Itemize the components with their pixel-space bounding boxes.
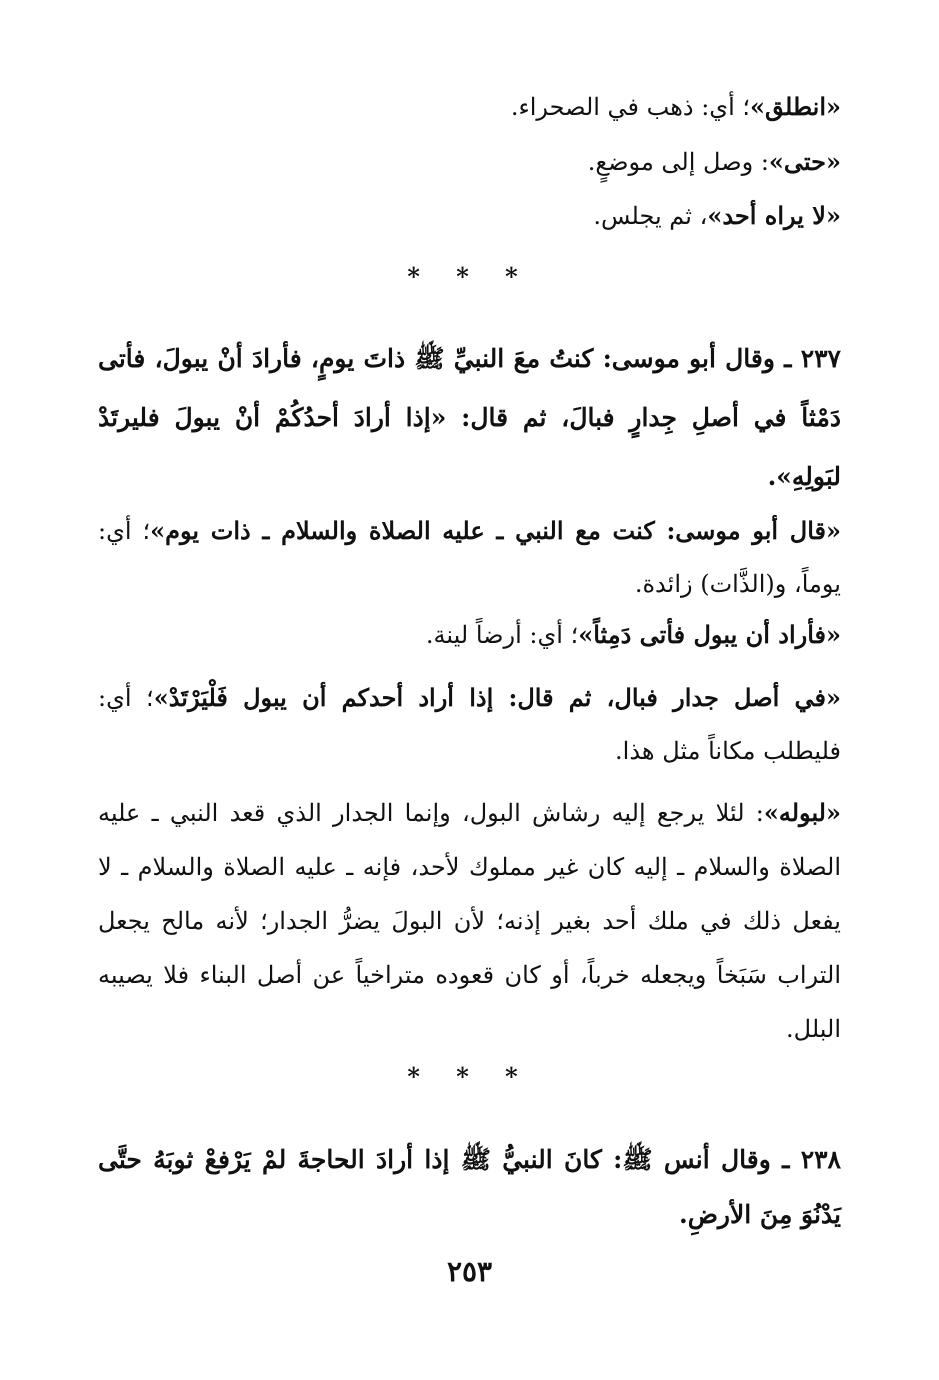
explanation-text: ؛ أي: يوماً، و(الذَّات) زائدة. [98,517,841,598]
quote-text: «انطلق» [750,92,841,121]
explanation-text: ؛ أي: أرضاً لينة. [425,621,579,649]
quote-text: «فأراد أن يبول فأتى دَمِثاً» [578,620,841,649]
hadith-237: ٢٣٧ ـ وقال أبو موسى: كنتُ معَ النبيِّ ﷺ ذاتَ يومٍ، فأرادَ أنْ يبولَ، فأتى دَمْثاً في أصلِ جِدارٍ فبالَ، ثم قال: «إذا أرادَ أحدُكُمْ أنْ يبولَ فليرتَدْ لبَولِهِ». [98,344,841,491]
section-separator: * * * [407,262,532,291]
explanation-text: ، ثم يجلس. [593,202,708,230]
explanation-paragraph-3 [98,672,841,778]
quote-text: «حتى» [768,147,841,176]
quote-text: «قال أبو موسى: كنت مع النبي ـ عليه الصلاة والسلام ـ ذات يوم» [150,516,841,545]
quote-text: «في أصل جدار فبال، ثم قال: إذا أراد أحدكم أن يبول فَلْيَرْتَدْ» [153,683,841,712]
explanation-paragraph-4 [98,786,841,1056]
line-la-yarahu [98,193,841,240]
page-number: ٢٥٣ [446,1255,493,1288]
line-hatta [98,139,841,186]
quote-text: «لا يراه أحد» [707,201,841,230]
explanation-text: : وصل إلى موضعٍ. [587,148,769,176]
quote-text: «لبوله» [763,798,841,827]
explanation-paragraph-1 [98,505,841,611]
explanation-text: ؛ أي: فليطلب مكاناً مثل هذا. [98,684,841,765]
hadith-238: ٢٣٨ ـ وقال أنس ﷺ: كانَ النبيُّ ﷺ إذا أرادَ الحاجةَ لمْ يَرْفعْ ثوبَهُ حتَّى يَدْنُوَ مِنَ الأرضِ. [98,1145,841,1229]
section-separator: * * * [407,1062,532,1091]
explanation-text: : لئلا يرجع إليه رشاش البول، وإنما الجدار الذي قعد النبي ـ عليه الصلاة والسلام ـ إليه كان غير مملوك لأحد، فإنه ـ عليه الصلاة والسلام ـ لا يفعل ذلك في ملك أحد بغير إذنه؛ لأن البولَ يضرُّ الجدار؛ لأنه مالح يجعل التراب سَبَخاً ويجعله خرباً، أو كان قعوده متراخياً عن أصل البناء فلا يصيبه البلل. [98,799,841,1043]
line-intalaq [98,84,841,131]
explanation-paragraph-2 [98,612,841,659]
explanation-text: ؛ أي: ذهب في الصحراء. [510,93,750,121]
